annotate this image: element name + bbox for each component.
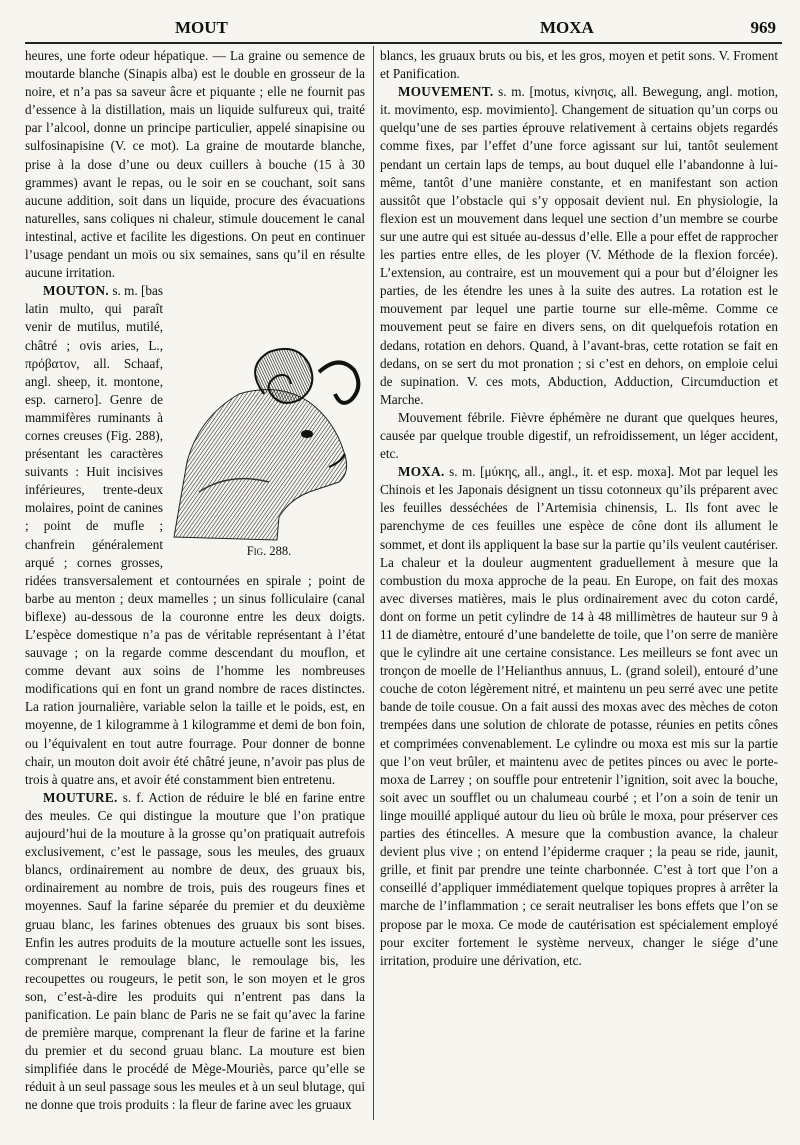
entry-mouture xyxy=(25,789,365,1115)
ram-head-illustration xyxy=(169,342,369,542)
mouvement-febrile: Mouvement fébrile. Fièvre éphémère ne durant que quelques heures, causée par quelque trouble digestif, un refroidissement, un léger accident, etc. xyxy=(380,409,778,462)
entry-moxa xyxy=(380,463,778,970)
mouture-continuation: blancs, les gruaux bruts ou bis, et les gros, moyen et petit sons. V. Froment et Panification. xyxy=(380,48,778,82)
left-column xyxy=(25,47,365,1115)
page-number: 969 xyxy=(750,18,776,37)
headword-mouture: MOUTURE. xyxy=(43,789,118,805)
mouture-text: s. f. Action de réduire le blé en farine entre des meules. Ce qui distingue la mouture que l’on pratique aujourd’hui de la mouture à la grosse qu’on pratiquait autrefois exclusivement, c’est le passage, sous les meules, des gruaux blancs, ordinairement au nombre de deux, des gruaux bis, ordinairement au nombre de trois, puis des rougeurs fines et moyennes. Sauf la farine séparée du premier et du deuxième gruau blanc, les farines obtenues des gruaux bis sont bises. Enfin les autres produits de la mouture actuelle sont les issues, comprenant le remoulage blanc, le remoulage bis, les recoupettes ou rougeurs, le petit son, le son moyen et le gros son, c’est-à-dire les produits qui n’entrent pas dans la panification. Le pain blanc de Paris ne se fait qu’avec la farine de première marque, comprenant la fleur de farine et la farine du premier et du second gruau blanc. La mouture est bien simplifiée dans le procédé de Mège-Mouriès, parce qu’elle se réduit à un seul passage sous les meules et à un seul blutage, qui ne donne que trois produits : la fleur de farine avec les gruaux xyxy=(25,789,365,1113)
column-divider xyxy=(373,46,374,1120)
header-center-word: MOXA xyxy=(540,18,594,37)
mouton-text: MOUTON. s. m. [bas latin multo, qui paraît venir de mutilus, mutilé, châtré ; ovis aries, L., πρόβατον, all. Schaaf, angl. sheep, it. montone, esp. carnero]. Genre de mammifères ruminants à cornes creuses (Fig. 288), présentant les caractères suivants : Huit incisives inférieures, trente-deux molaires, point de canines ; point de mufle ; chanfrein généralement arqué ; cornes grosses, ridées transversalement et contournées en spirale ; point de barbe au menton ; deux mamelles ; un sinus folliculaire (canal biflexe) au-dessous de la couronne entre les deux doigts. L’espèce domestique n’a pas de véritable représentant à l’état sauvage ; on la regarde comme descendant du mouflon, et comme devant aux soins de l’homme les nombreuses modifications qui en font un grand nombre de races distinctes. La ration journalière, variable selon la taille et le poids, est, en moyenne, de 1 kilogramme à 1 kilogramme et demi de bon foin, ou l’équivalent en tout autre fourrage. Pour donner de bonne chair, un mouton doit avoir été châtré jeune, n’avoir pas plus de trois à quatre ans, et avoir été constamment bien entretenu. xyxy=(25,283,365,787)
right-column xyxy=(380,47,778,970)
mouvement-text: s. m. [motus, κίνησις, all. Bewegung, angl. motion, it. movimento, esp. movimiento]. Changement de situation qu’un corps ou quelqu’une de ses parties éprouve relativement à certains objets regardés comme fixes, par l’effet d’une force agissant sur lui, tantôt seulement pendant un certain laps de temps, au bout duquel elle l’abandonne à lui-même, tantôt d’une manière constante, et en manifestant son action aussitôt que l’obstacle qui s’y opposait devient nul. En physiologie, la flexion est un mouvement dans lequel une section d’un membre se courbe sur une autre qui est située au-dessus d’elle. Elle a pour effet de rapprocher les parties entre elles, de les ployer (V. Méthode de la flexion forcée). L’extension, au contraire, est un mouvement qui a pour but d’éloigner les parties, de les étendre les unes à la suite des autres. La rotation est le mouvement par lequel une partie tourne sur elle-même. Comme ce mouvement peut se faire en divers sens, on dit quelquefois rotation en dedans, rotation en dehors. Quand, à l’avant-bras, cette rotation se fait en dedans, on se sert du mot pronation ; si c’est en dehors, on emploie celui de supination. V. ces mots, Abduction, Adduction, Circumduction et Marche. xyxy=(380,84,778,407)
header-left-word: MOUT xyxy=(175,18,228,37)
figure-288 xyxy=(169,342,369,562)
moutarde-continuation: heures, une forte odeur hépatique. — La graine ou semence de moutarde blanche (Sinapis alba) est le double en grosseur de la noire, et n’a pas sa saveur âcre et piquante ; elle ne fournit pas d’essence à la distillation, mais un liquide sulfureux qui, traité par l’alcool, donne un principe particulier, appelé sinapisine ou sulfosinapisine (V. ce mot). La graine de moutarde blanche, prise à la dose d’une ou deux cuillers à bouche (15 à 30 grammes) avant le repas, ou le soir en se couchant, soit sans aucune addition, soit dans un liquide, procure des évacuations naturelles, sans coliques ni chaleur, stimule doucement le canal intestinal, active et facilite les digestions. On peut en continuer l’usage pendant un mois ou six semaines, sans qu’il en résulte aucune irritation. xyxy=(25,48,365,281)
headword-mouvement: MOUVEMENT. xyxy=(398,84,494,100)
headword-moxa: MOXA. xyxy=(398,464,445,480)
moxa-text: s. m. [μύκης, all., angl., it. et esp. moxa]. Mot par lequel les Chinois et les Japonais désignent un tissu cotonneux qu’ils préparent avec les feuilles desséchées de l’Artemisia chinensis, L. Ils font avec le parenchyme de ces feuilles une espèce de cône dont ils allument le sommet, et dont ils appliquent la base sur la partie qu’ils veulent cautériser. La chaleur et la douleur augmentent graduellement à mesure que la combustion du moxa approche de la peau. En Europe, on fait des moxas avec diverses matières, mais le plus ordinairement avec du coton cardé, dont on forme un petit cylindre de 14 à 48 millimètres de hauteur sur 9 à 11 de diamètre, entouré d’une bandelette de toile, que l’on serre de manière que le cylindre ait une certaine consistance. Les meilleurs se font avec un tronçon de moelle de l’Helianthus annuus, L. (grand soleil), entouré d’une couche de coton légèrement nitré, et maintenu un peu serré avec une petite bande de toile cousue. On a fait aussi des moxas avec des mèches de coton trempées dans une solution de chlorate de potasse, réunies en petits cônes et comprimées convenablement. Le cylindre ou moxa est mis sur la partie que l’on veut brûler, et maintenu avec de petites pinces ou avec le porte-moxa de Larrey ; on souffle pour entretenir l’ignition, soit avec la bouche, soit avec un soufflet ou un chalumeau courbé ; et l’on a soin de tenir un linge mouillé appliqué autour du lieu où brûle le moxa, pour préserver ces parties des étincelles. A mesure que la combustion avance, la chaleur devient plus vive ; on entend l’épiderme craquer ; la peau se ride, jaunit, grille, et finit par prendre une teinte charbonnée. C’est à tort que l’on a conseillé d’appliquer immédiatement quelque topiques propres à arrêter la marche de l’inflammation ; ce serait neutraliser les bons effets que l’on se propose par le moxa. Ce mode de cautérisation est spécialement employé pour exciter fortement le système nerveux, changer le siége d’une irritation, produire une dérivation, etc. xyxy=(380,464,778,968)
headword-mouton: MOUTON. xyxy=(43,283,109,299)
header-rule xyxy=(25,42,782,44)
figure-caption: Fig. 288. xyxy=(246,544,292,559)
running-header xyxy=(25,18,782,42)
entry-mouvement xyxy=(380,83,778,409)
